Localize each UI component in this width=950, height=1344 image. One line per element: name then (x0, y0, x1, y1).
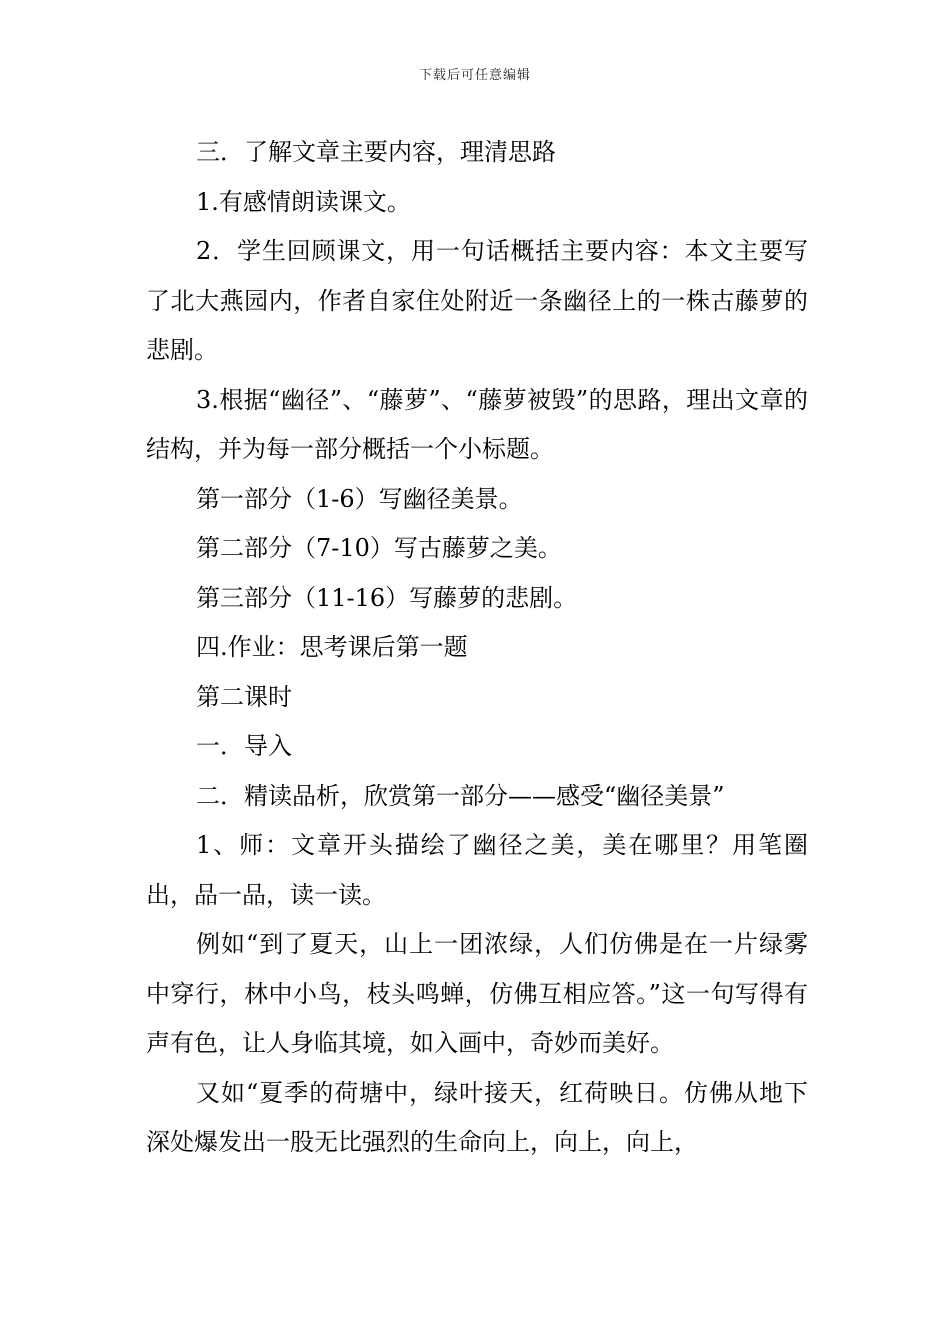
teacher-prompt: 1、师：文章开头描绘了幽径之美，美在哪里？用笔圈出，品一品，读一读。 (146, 831, 808, 909)
section-heading-3: 三．了解文章主要内容，理清思路 (196, 138, 556, 166)
section-heading-4: 四.作业：思考课后第一题 (196, 633, 468, 661)
example-paragraph-1: 例如“到了夏天，山上一团浓绿，人们仿佛是在一片绿雾中穿行，林中小鸟，枝头鸣蝉，仿佛互相应答。”这一句写得有声有色，让人身临其境，如入画中，奇妙而美好。 (146, 930, 808, 1057)
lesson-two-heading: 第二课时 (196, 682, 292, 711)
list-item-3: 3.根据“幽径”、“藤萝”、“藤萝被毁”的思路，理出文章的结构，并为每一部分概括一个小标题。 (146, 385, 808, 463)
part-two-line: 第二部分（7-10）写古藤萝之美。 (196, 534, 562, 562)
intro-heading: 一．导入 (196, 732, 292, 760)
page-header: 下载后可任意编辑 (418, 68, 531, 83)
list-item-2: 2．学生回顾课文，用一句话概括主要内容：本文主要写了北大燕园内，作者自家住处附近一条幽径上的一株古藤萝的悲剧。 (146, 237, 808, 364)
close-reading-heading: 二．精读品析，欣赏第一部分——感受“幽径美景” (196, 781, 725, 810)
part-one-line: 第一部分（1-6）写幽径美景。 (196, 484, 523, 513)
document-body (146, 128, 808, 1168)
list-item-1: 1.有感情朗读课文。 (196, 187, 411, 216)
example-paragraph-2: 又如“夏季的荷塘中，绿叶接天，红荷映日。仿佛从地下深处爆发出一股无比强烈的生命向上，向上，向上， (146, 1078, 808, 1156)
part-three-line: 第三部分（11-16）写藤萝的悲剧。 (196, 583, 578, 612)
